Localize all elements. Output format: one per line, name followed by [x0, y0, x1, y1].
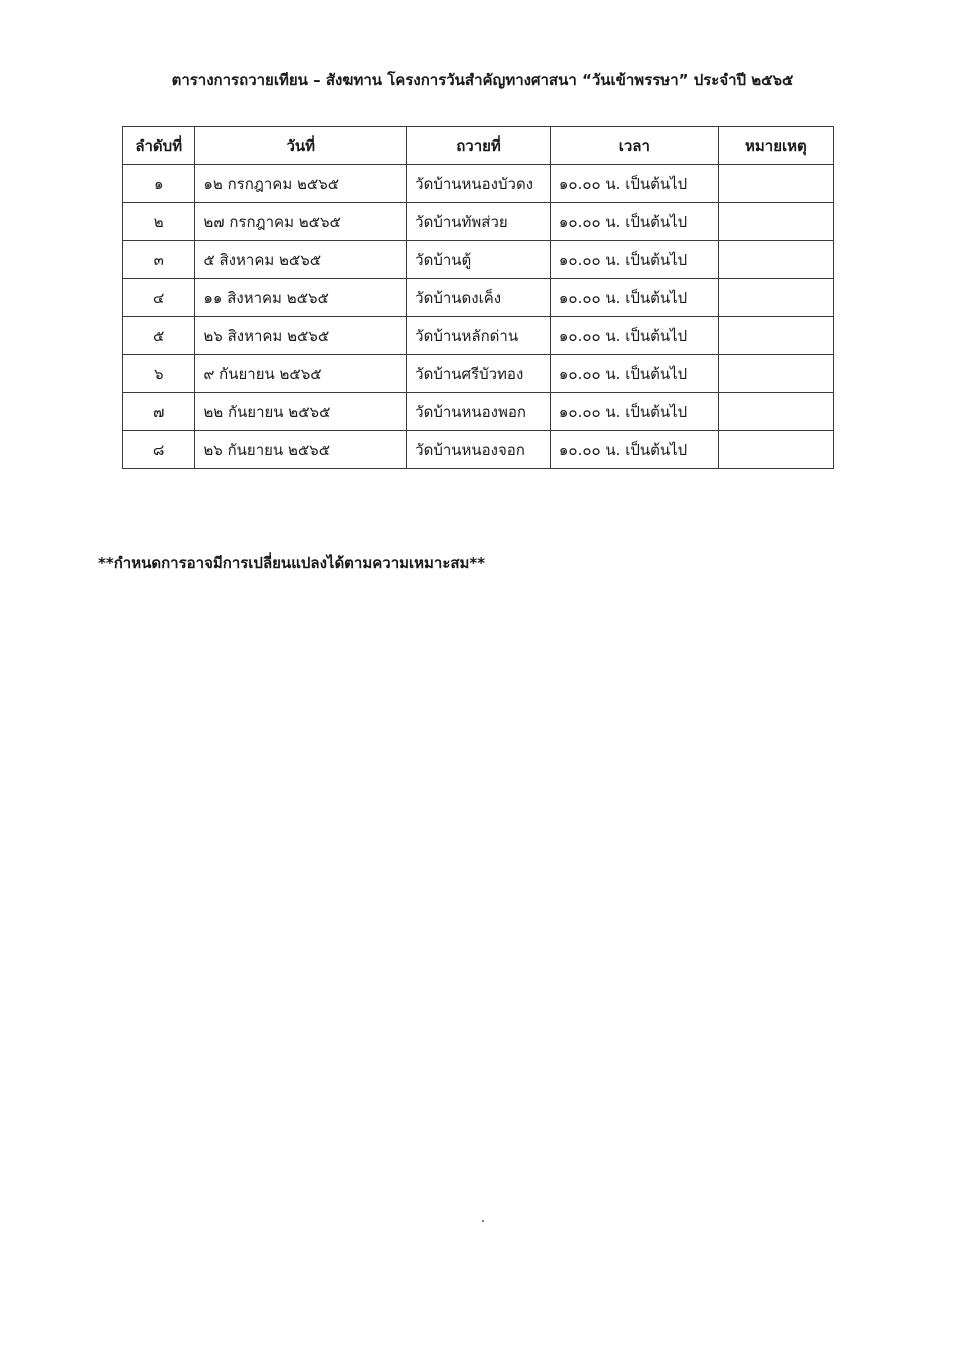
table-row: [123, 431, 834, 469]
row-time: ๑๐.๐๐ น. เป็นต้นไป: [550, 317, 718, 355]
row-place: วัดบ้านหนองพอก: [407, 393, 551, 431]
row-note: [718, 279, 833, 317]
row-place: วัดบ้านดงเค็ง: [407, 279, 551, 317]
row-date: ๑๒ กรกฎาคม ๒๕๖๕: [195, 165, 407, 203]
row-no: ๔: [123, 279, 195, 317]
row-date: ๒๒ กันยายน ๒๕๖๕: [195, 393, 407, 431]
table-row: [123, 241, 834, 279]
table-row: [123, 279, 834, 317]
header-note: หมายเหตุ: [718, 127, 833, 165]
row-note: [718, 317, 833, 355]
row-place: วัดบ้านหลักด่าน: [407, 317, 551, 355]
table-row: [123, 203, 834, 241]
row-note: [718, 203, 833, 241]
row-place: วัดบ้านศรีบัวทอง: [407, 355, 551, 393]
row-date: ๑๑ สิงหาคม ๒๕๖๕: [195, 279, 407, 317]
row-time: ๑๐.๐๐ น. เป็นต้นไป: [550, 355, 718, 393]
row-date: ๒๖ กันยายน ๒๕๖๕: [195, 431, 407, 469]
header-date: วันที่: [195, 127, 407, 165]
document-title: ตารางการถวายเทียน – สังฆทาน โครงการวันสำคัญทางศาสนา “วันเข้าพรรษา” ประจำปี ๒๕๖๕: [171, 71, 794, 89]
row-no: ๑: [123, 165, 195, 203]
row-no: ๕: [123, 317, 195, 355]
row-time: ๑๐.๐๐ น. เป็นต้นไป: [550, 431, 718, 469]
row-place: วัดบ้านหนองจอก: [407, 431, 551, 469]
row-no: ๒: [123, 203, 195, 241]
row-note: [718, 393, 833, 431]
row-no: ๘: [123, 431, 195, 469]
row-time: ๑๐.๐๐ น. เป็นต้นไป: [550, 241, 718, 279]
row-no: ๓: [123, 241, 195, 279]
row-date: ๒๗ กรกฎาคม ๒๕๖๕: [195, 203, 407, 241]
row-time: ๑๐.๐๐ น. เป็นต้นไป: [550, 203, 718, 241]
table-row: [123, 165, 834, 203]
header-time: เวลา: [550, 127, 718, 165]
row-note: [718, 355, 833, 393]
row-note: [718, 431, 833, 469]
row-date: ๒๖ สิงหาคม ๒๕๖๕: [195, 317, 407, 355]
row-time: ๑๐.๐๐ น. เป็นต้นไป: [550, 393, 718, 431]
schedule-table: [122, 126, 834, 469]
table-row: [123, 355, 834, 393]
header-no: ลำดับที่: [123, 127, 195, 165]
row-place: วัดบ้านตู้: [407, 241, 551, 279]
row-date: ๙ กันยายน ๒๕๖๕: [195, 355, 407, 393]
row-date: ๕ สิงหาคม ๒๕๖๕: [195, 241, 407, 279]
scan-speck: [482, 1220, 484, 1222]
row-note: [718, 165, 833, 203]
row-time: ๑๐.๐๐ น. เป็นต้นไป: [550, 279, 718, 317]
row-place: วัดบ้านทัพส่วย: [407, 203, 551, 241]
row-no: ๖: [123, 355, 195, 393]
table-row: [123, 393, 834, 431]
row-note: [718, 241, 833, 279]
table-row: [123, 317, 834, 355]
table-header-row: [123, 127, 834, 165]
row-time: ๑๐.๐๐ น. เป็นต้นไป: [550, 165, 718, 203]
row-place: วัดบ้านหนองบัวดง: [407, 165, 551, 203]
footnote: **กำหนดการอาจมีการเปลี่ยนแปลงได้ตามความเหมาะสม**: [98, 554, 486, 572]
header-place: ถวายที่: [407, 127, 551, 165]
row-no: ๗: [123, 393, 195, 431]
